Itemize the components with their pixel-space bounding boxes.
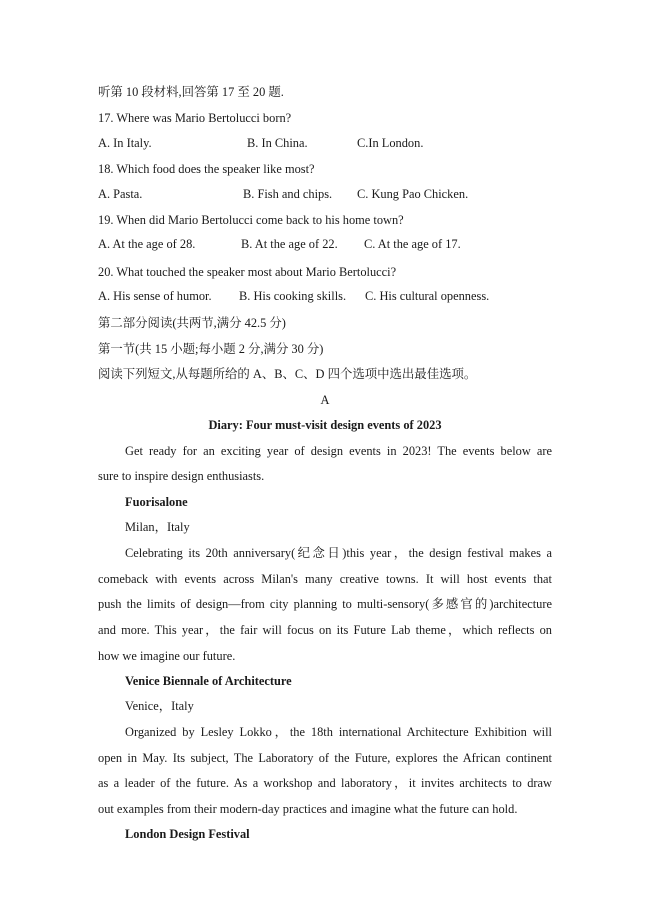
event-location: Milan，Italy bbox=[125, 520, 190, 534]
event-paragraph-line: comeback with events across Milan's many creative towns. It will host events that bbox=[98, 572, 552, 586]
q17-option-b: B. In China. bbox=[247, 136, 308, 150]
question-18: 18. Which food does the speaker like most? bbox=[98, 162, 315, 176]
reading-section-title: 第一节(共 15 小题;每小题 2 分,满分 30 分) bbox=[98, 342, 324, 356]
reading-part-title: 第二部分阅读(共两节,满分 42.5 分) bbox=[98, 316, 286, 330]
event-paragraph-line: how we imagine our future. bbox=[98, 649, 236, 663]
listening-instruction: 听第 10 段材料,回答第 17 至 20 题. bbox=[98, 85, 284, 99]
event-paragraph-line: Organized by Lesley Lokko，the 18th international Architecture Exhibition will bbox=[125, 725, 552, 739]
event-paragraph-line: as a leader of the future. As a workshop and laboratory，it invites architects to draw bbox=[98, 776, 552, 790]
event-name: Fuorisalone bbox=[125, 495, 188, 509]
q19-option-b: B. At the age of 22. bbox=[241, 237, 338, 251]
q17-option-c: C.In London. bbox=[357, 136, 424, 150]
intro-line: Get ready for an exciting year of design events in 2023! The events below are bbox=[125, 444, 552, 458]
event-paragraph-line: out examples from their modern-day practices and imagine what the future can hold. bbox=[98, 802, 518, 816]
q20-option-c: C. His cultural openness. bbox=[365, 289, 490, 303]
q18-option-b: B. Fish and chips. bbox=[243, 187, 333, 201]
q20-option-b: B. His cooking skills. bbox=[239, 289, 347, 303]
question-19: 19. When did Mario Bertolucci come back to his home town? bbox=[98, 213, 404, 227]
event-paragraph-line: open in May. Its subject, The Laboratory of the Future, explores the African continent bbox=[98, 751, 552, 765]
article-title: Diary: Four must-visit design events of 2023 bbox=[208, 418, 442, 432]
question-20: 20. What touched the speaker most about Mario Bertolucci? bbox=[98, 265, 397, 279]
event-paragraph-line: Celebrating its 20th anniversary(纪念日)this year，the design festival makes a bbox=[125, 546, 552, 560]
reading-instruction: 阅读下列短文,从每题所给的 A、B、C、D 四个选项中选出最佳选项。 bbox=[98, 367, 477, 381]
event-paragraph-line: and more. This year，the fair will focus on its Future Lab theme，which reflects on bbox=[98, 623, 552, 637]
event-name: London Design Festival bbox=[125, 827, 250, 841]
passage-letter: A bbox=[320, 393, 330, 407]
q19-option-a: A. At the age of 28. bbox=[98, 237, 196, 251]
intro-line: sure to inspire design enthusiasts. bbox=[98, 469, 265, 483]
event-name: Venice Biennale of Architecture bbox=[125, 674, 292, 688]
question-17: 17. Where was Mario Bertolucci born? bbox=[98, 111, 292, 125]
event-location: Venice，Italy bbox=[125, 699, 194, 713]
q20-option-a: A. His sense of humor. bbox=[98, 289, 212, 303]
event-paragraph-line: push the limits of design—from city planning to multi-sensory(多感官的)architecture bbox=[98, 597, 552, 611]
q18-option-a: A. Pasta. bbox=[98, 187, 143, 201]
q19-option-c: C. At the age of 17. bbox=[364, 237, 461, 251]
q18-option-c: C. Kung Pao Chicken. bbox=[357, 187, 469, 201]
q17-option-a: A. In Italy. bbox=[98, 136, 152, 150]
